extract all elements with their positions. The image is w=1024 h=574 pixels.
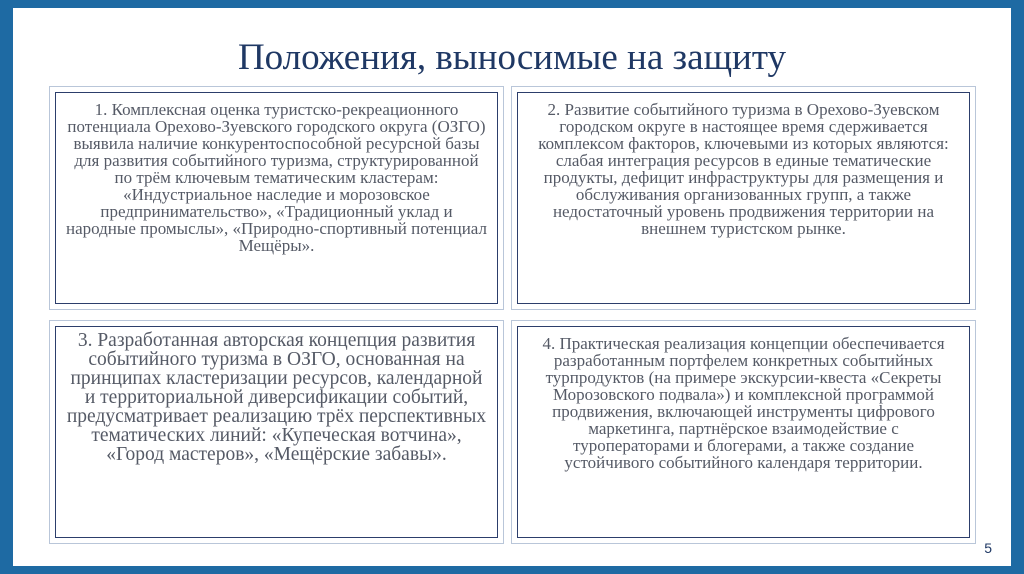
- page-number: 5: [984, 540, 992, 556]
- slide-frame-left: [0, 0, 13, 574]
- thesis-text-4: 4. Практическая реализация концепции обеспечивается разработанным портфелем конкретных событийных турпродуктов (на примере экскурсии-квеста «Секреты Морозовского подвала») и комплексной программой продвижения, включающей инструменты цифрового маркетинга, партнёрское взаимодействие с туроператорами и блогерами, а также создание устойчивого событийного календаря территории.: [542, 334, 945, 472]
- thesis-text-1: 1. Комплексная оценка туристско-рекреационного потенциала Орехово-Зуевского городского округа (ОЗГО) выявила наличие конкурентоспособной ресурсной базы для развития событийного туризма, структурированной по трём ключевым тематическим кластерам: «Индустриальное наследие и морозовское предпринимательство», «Традиционный уклад и народные промыслы», «Природно-спортивный потенциал Мещёры».: [66, 100, 487, 255]
- thesis-card-3: [55, 326, 498, 538]
- thesis-card-1: [55, 92, 498, 304]
- thesis-text-3: 3. Разработанная авторская концепция развития событийного туризма в ОЗГО, основанная на принципах кластеризации ресурсов, календарной и территориальной диверсификации событий, предусматривает реализацию трёх перспективных тематических линий: «Купеческая вотчина», «Город мастеров», «Мещёрские забавы».: [66, 330, 487, 465]
- thesis-text-2: 2. Развитие событийного туризма в Орехово-Зуевском городском округе в настоящее время сдерживается комплексом факторов, ключевыми из которых являются: слабая интеграция ресурсов в единые тематические продукты, дефицит инфраструктуры для размещения и обслуживания организованных групп, а также недостаточный уровень продвижения территории на внешнем туристском рынке.: [538, 100, 949, 238]
- slide-frame-top: [0, 0, 1024, 8]
- slide-title: Положения, выносимые на защиту: [237, 37, 787, 78]
- thesis-card-2: [517, 92, 970, 304]
- slide-frame-right: [1011, 0, 1024, 574]
- thesis-card-4: [517, 326, 970, 538]
- slide-frame-bottom: [0, 566, 1024, 574]
